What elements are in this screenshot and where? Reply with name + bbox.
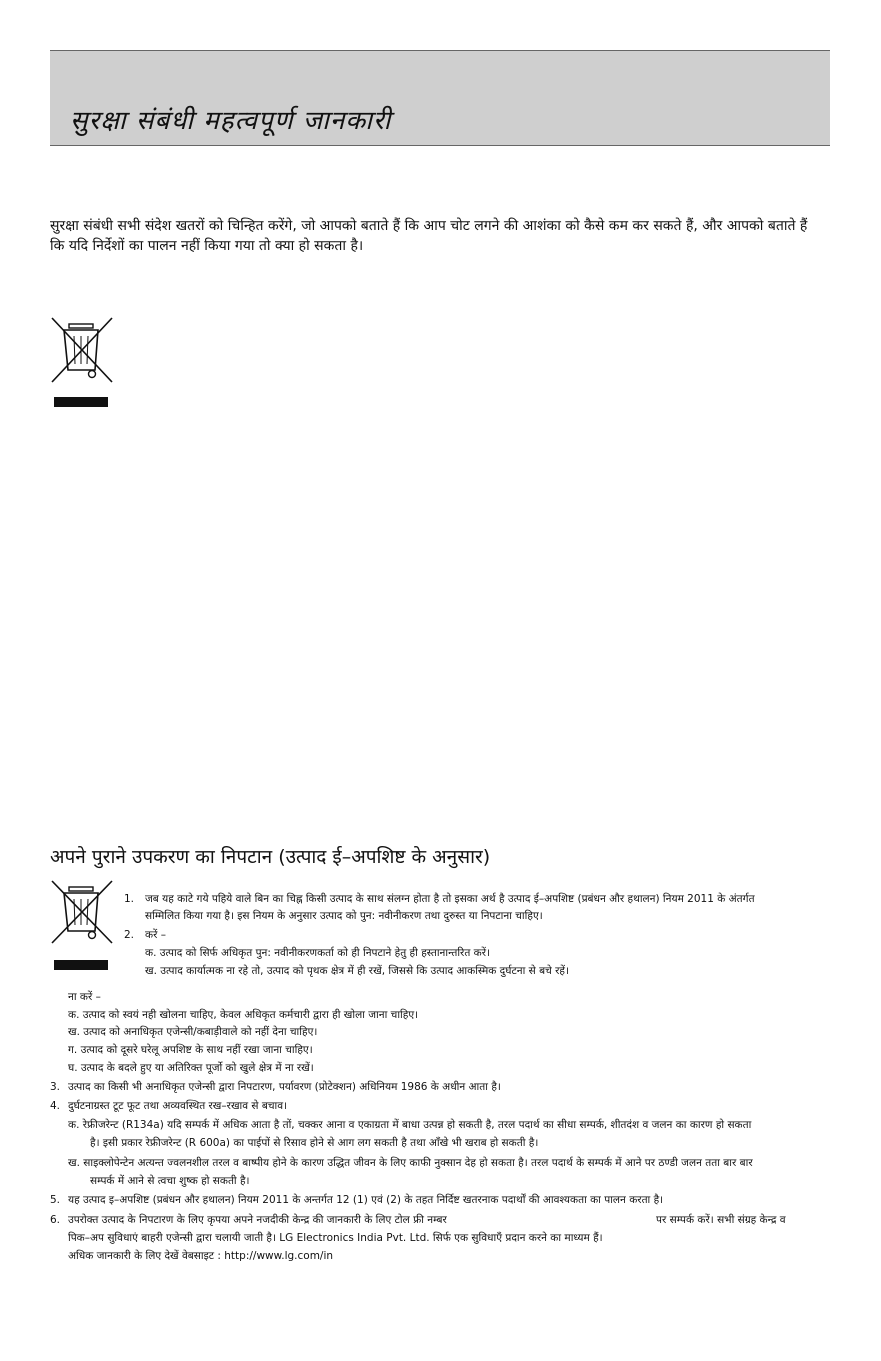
website-link: अधिक जानकारी के लिए देखें वेबसाइट : http://www.lg.com/in: [68, 1250, 334, 1262]
list-number: 5.: [50, 1194, 61, 1206]
list-item: जब यह काटे गये पहिये वाले बिन का चिह्न किसी उत्पाद के साथ संलग्न होता है तो इसका अर्थ है उत्पाद ई–अपशिष्ट (प्रबंधन और हथालन) नियम 2011 के अंतर्गत: [145, 893, 755, 905]
list-item: सम्मिलित किया गया है। इस नियम के अनुसार उत्पाद को पुन: नवीनीकरण तथा दुरुस्त या निपटाना चाहिए।: [145, 910, 543, 922]
list-number: 2.: [124, 929, 135, 941]
list-item: पिक–अप सुविधाएं बाहरी एजेन्सी द्वारा चलायी जाती है। LG Electronics India Pvt. Ltd. सिर्फ एक सुविधाएँ प्रदान करने का माध्यम हैं।: [68, 1232, 603, 1244]
list-item: करें –: [145, 929, 166, 941]
list-number: 4.: [50, 1100, 61, 1112]
list-item: दुर्घटनाग्रस्त टूट फूट तथा अव्यवस्थित रख–रखाव से बचाव।: [68, 1100, 288, 1112]
title-band: [50, 50, 830, 146]
list-item: उत्पाद का किसी भी अनाधिकृत एजेन्सी द्वारा निपटारण, पर्यावरण (प्रोटेक्शन) अधिनियम 1986 के अधीन आता है।: [68, 1081, 501, 1093]
list-item: घ. उत्पाद के बदले हुए या अतिरिक्त पूर्जो को खुले क्षेत्र में ना रखें।: [68, 1062, 314, 1074]
list-item: उपरोक्त उत्पाद के निपटारण के लिए कृपया अपने नजदीकी केन्द्र की जानकारी के लिए टोल फ्री नम्बर: [68, 1214, 447, 1226]
page-title: सुरक्षा संबंधी महत्वपूर्ण जानकारी: [70, 106, 392, 136]
disposal-title: अपने पुराने उपकरण का निपटान (उत्पाद ई–अपशिष्ट के अनुसार): [50, 846, 491, 868]
list-item: क. उत्पाद को स्वयं नही खोलना चाहिए, केवल अधिकृत कर्मचारी द्वारा ही खोला जाना चाहिए।: [68, 1009, 419, 1021]
intro-paragraph: सुरक्षा संबंधी सभी संदेश खतरों को चिन्हित करेंगे, जो आपको बताते हैं कि आप चोट लगने की आशंका को कैसे कम कर सकते हैं, और आपको बताते हैं कि यदि निर्देशों का पालन नहीं किया गया तो क्या हो सकता है।: [50, 218, 808, 254]
list-number: 1.: [124, 893, 135, 905]
list-item: ख. उत्पाद कार्यात्मक ना रहे तो, उत्पाद को पृथक क्षेत्र में ही रखें, जिससे कि उत्पाद आकस्मिक दुर्घटना से बचे रहें।: [145, 965, 569, 977]
bin-bar: [54, 960, 108, 970]
list-item: यह उत्पाद इ–अपशिष्ट (प्रबंधन और हथालन) नियम 2011 के अन्तर्गत 12 (1) एवं (2) के तहत निर्दिष्ट खतरनाक पदार्थों की आवश्यकता का पालन करता है।: [68, 1194, 664, 1206]
bin-bar: [54, 397, 108, 407]
list-item: सम्पर्क में आने से त्वचा शुष्क हो सकती है।: [90, 1175, 250, 1187]
list-item: क. उत्पाद को सिर्फ अधिकृत पुन: नवीनीकरणकर्ता को ही निपटाने हेतु ही हस्तानान्तरित करें।: [145, 947, 490, 959]
list-number: 6.: [50, 1214, 61, 1226]
list-item: ख. साइक्लोपेन्टेन अत्यन्त ज्वलनशील तरल व बाष्पीय होने के कारण उद्धित जीवन के लिए काफी नुक्सान देह हो सकता है। तरल पदार्थ के सम्पर्क में आने पर ठण्डी जलन तता बार बार: [68, 1157, 753, 1169]
list-item: ख. उत्पाद को अनाधिकृत एजेन्सी/कबाड़ीवाले को नहीं देना चाहिए।: [68, 1026, 318, 1038]
list-item: ग. उत्पाद को दूसरे घरेलू अपशिष्ट के साथ नहीं रखा जाना चाहिए।: [68, 1044, 313, 1056]
list-item: है। इसी प्रकार रेफ्रीजरेन्ट (R 600a) का पाईपों से रिसाव होने से आग लग सकती है तथा आँखे भी खराब हो सकती है।: [90, 1137, 539, 1149]
crossed-out-wheelie-bin-icon: [50, 316, 114, 384]
list-item: ना करें –: [68, 991, 101, 1003]
list-item: पर सम्पर्क करें। सभी संग्रह केन्द्र व: [656, 1214, 786, 1226]
crossed-out-wheelie-bin-icon: [50, 879, 114, 945]
list-item: क. रेफ्रीजरेन्ट (R134a) यदि सम्पर्क में अधिक आता है तों, चक्कर आना व एकाग्रता में बाधा उत्पन्न हो सकती है, तरल पदार्थ का सीधा सम्पर्क, शीतदंश व जलन का कारण हो सकता: [68, 1119, 752, 1131]
list-number: 3.: [50, 1081, 61, 1093]
